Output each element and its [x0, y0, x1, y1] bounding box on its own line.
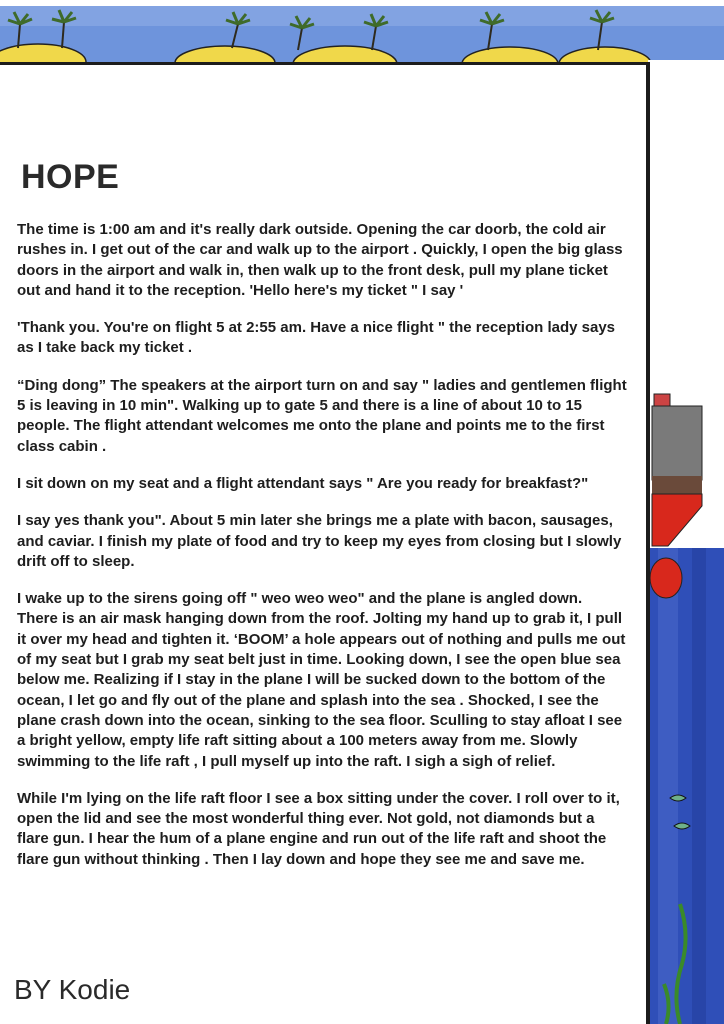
story-paragraph: 'Thank you. You're on flight 5 at 2:55 am. Have a nice flight " the reception lady says as I take back my ticket . [17, 319, 616, 357]
story-title: HOPE [21, 158, 120, 196]
story-body [17, 220, 627, 887]
story-paragraph: I say yes thank you". About 5 min later she brings me a plate with bacon, sausages, and caviar. I finish my plate of food and try to keep my eyes from closing but I slowly drift off to sleep. [17, 512, 622, 570]
story-paragraph: The time is 1:00 am and it's really dark outside. Opening the car doorb, the cold air rushes in. I get out of the car and walk up to the airport . Quickly, I open the big glass doors in the airport and walk in, then walk up to the front desk, pull my plane ticket out and hand it to the reception. 'Hello here's my ticket " I say ' [17, 221, 623, 299]
story-paragraph: I sit down on my seat and a flight attendant says " Are you ready for breakfast?" [17, 474, 589, 492]
red-buoy [650, 558, 682, 598]
author-byline: BY Kodie [14, 974, 131, 1005]
story-paragraph: While I'm lying on the life raft floor I see a box sitting under the cover. I roll over to it, open the lid and see the most wonderful thing ever. Not gold, not diamonds but a flare gun. I hear the hum of a plane engine and run out of the life raft and shoot the flare gun without thinking . Then I lay down and hope they see me and save me. [17, 789, 620, 868]
story-paragraph: I wake up to the sirens going off " weo weo weo" and the plane is angled down. There is an air mask hanging down from the roof. Jolting my hand up to grab it, I pull it over my head and tighten it. ‘BOOM’ a hole appears out of nothing and pulls me out of my seat but I grab my seat belt just in time. Looking down, I see the open blue sea below me. Realizing if I stay in the plane I will be sucked down to the bottom of the ocean, I let go and fly out of the plane and splash into the sea . Shocked, I see the plane crash down into the ocean, sinking to the sea floor. Sculling to stay afloat I see a bright yellow, empty life raft sitting about a 100 meters away from me. Slowly swimming to the life raft , I pull myself up into the raft. I sigh a sigh of relief. [17, 590, 626, 770]
sea-border-right [648, 60, 724, 1024]
island-border-top [0, 0, 724, 70]
story-paragraph: “Ding dong” The speakers at the airport turn on and say " ladies and gentlemen flight 5 is leaving in 10 min". Walking up to gate 5 and there is a line of about 10 to 15 people. The flight attendant welcomes me onto the plane and points me to the first class cabin . [17, 376, 627, 455]
